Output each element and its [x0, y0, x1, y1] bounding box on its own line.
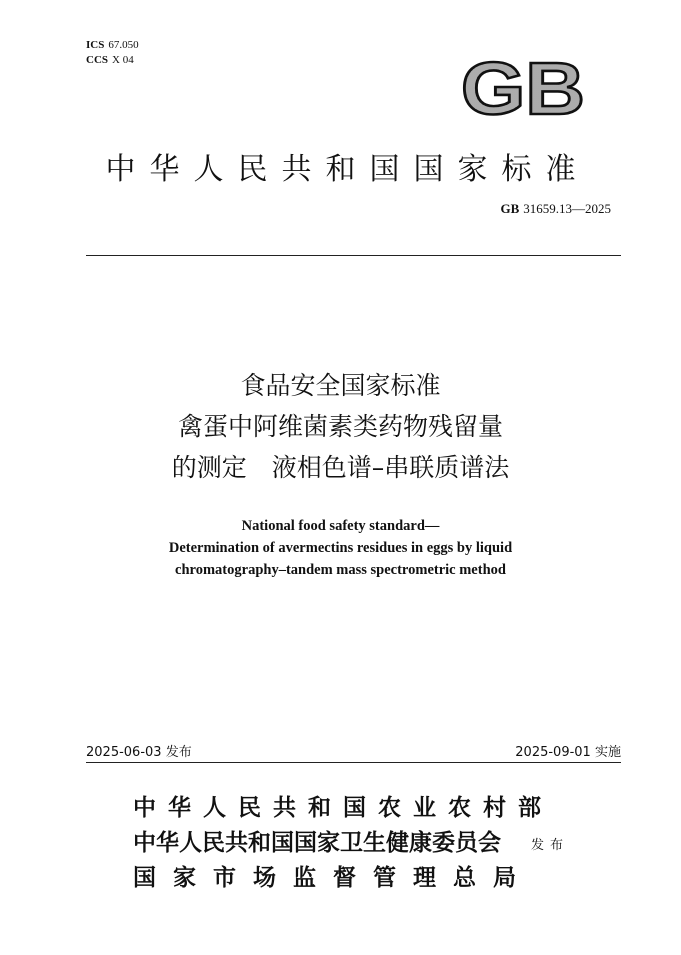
bottom-divider [86, 762, 621, 763]
national-standard-title: 中华人民共和国国家标准 [105, 152, 590, 187]
en-title-line: Determination of avermectins residues in eggs by liquid [168, 540, 513, 556]
publisher-agriculture-ministry: 中华人民共和国农业农村部 [133, 794, 553, 821]
implementation-date: 2025-09-01 实施 [515, 745, 621, 760]
publisher-health-commission: 中华人民共和国国家卫生健康委员会 [133, 829, 501, 856]
cn-title-line: 食品安全国家标准 [240, 371, 441, 400]
standard-number: GB 31659.13—2025 [500, 201, 611, 216]
cn-title-line: 禽蛋中阿维菌素类药物残留量 [177, 412, 503, 441]
en-title-line: National food safety standard— [241, 518, 440, 534]
en-title-line: chromatography–tandem mass spectrometric method [175, 562, 506, 578]
chinese-title [0, 365, 681, 488]
publish-label: 发布 [531, 838, 570, 853]
ics-code: ICS 67.050 [86, 39, 139, 51]
gb-logo [458, 56, 588, 120]
cn-title-line: 的测定 液相色谱–串联质谱法 [171, 453, 510, 482]
ccs-code: CCS X 04 [86, 54, 134, 66]
publisher-market-regulation: 国家市场监督管理总局 [133, 864, 533, 891]
issue-date: 2025-06-03 发布 [86, 745, 192, 760]
gb-logo-text: GB [461, 56, 585, 120]
publishers [133, 790, 553, 895]
english-title [0, 515, 681, 581]
top-divider [86, 255, 621, 256]
classification-codes [86, 38, 139, 68]
